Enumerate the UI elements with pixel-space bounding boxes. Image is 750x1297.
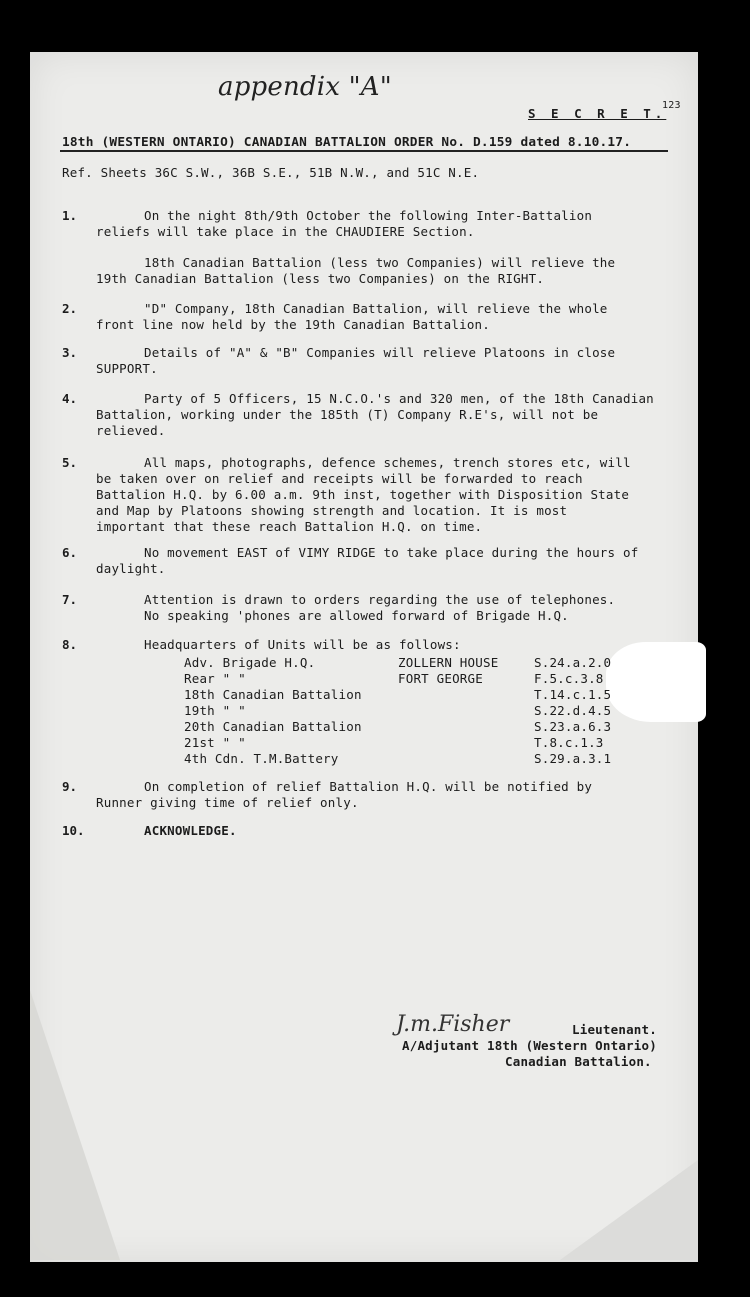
para-line: important that these reach Battalion H.Q. on time. <box>96 519 483 534</box>
hq-unit: Rear " " <box>184 671 246 686</box>
order-title: 18th (WESTERN ONTARIO) CANADIAN BATTALION ORDER No. D.159 dated 8.10.17. <box>62 135 632 150</box>
para-line: On the night 8th/9th October the following Inter-Battalion <box>144 208 593 223</box>
hq-unit: 20th Canadian Battalion <box>184 719 362 734</box>
para-line: All maps, photographs, defence schemes, trench stores etc, will <box>144 455 631 470</box>
hq-ref: F.5.c.3.8 <box>534 671 604 686</box>
para-line: Details of "A" & "B" Companies will relieve Platoons in close <box>144 345 616 360</box>
para-number: 2. <box>62 301 78 316</box>
para-number: 5. <box>62 455 78 470</box>
hq-ref: S.24.a.2.0 <box>534 655 612 670</box>
para-number: 4. <box>62 391 78 406</box>
classification-label: S E C R E T. <box>528 106 667 121</box>
para-line: On completion of relief Battalion H.Q. will be notified by <box>144 779 593 794</box>
para-line: Battalion, working under the 185th (T) Company R.E's, will not be <box>96 407 599 422</box>
para-line: and Map by Platoons showing strength and location. It is most <box>96 503 568 518</box>
para-line: No movement EAST of VIMY RIDGE to take place during the hours of <box>144 545 639 560</box>
para-number: 10. <box>62 823 85 838</box>
para-line: Attention is drawn to orders regarding the use of telephones. <box>144 592 616 607</box>
torn-edge <box>606 642 706 722</box>
para-number: 1. <box>62 208 78 223</box>
folded-corner-left <box>30 990 120 1260</box>
hq-unit: 21st " " <box>184 735 246 750</box>
hq-unit: 19th " " <box>184 703 246 718</box>
para-number: 7. <box>62 592 78 607</box>
acknowledge-text: ACKNOWLEDGE. <box>144 823 237 838</box>
para-line: relieved. <box>96 423 166 438</box>
hq-ref: T.8.c.1.3 <box>534 735 604 750</box>
hq-ref: S.29.a.3.1 <box>534 751 612 766</box>
hq-unit: 18th Canadian Battalion <box>184 687 362 702</box>
para-line: Runner giving time of relief only. <box>96 795 359 810</box>
para-number: 9. <box>62 779 78 794</box>
hq-place: ZOLLERN HOUSE <box>398 655 499 670</box>
para-line: SUPPORT. <box>96 361 158 376</box>
para-line: 19th Canadian Battalion (less two Companies) on the RIGHT. <box>96 271 545 286</box>
hq-ref: S.23.a.6.3 <box>534 719 612 734</box>
hq-ref: T.14.c.1.5 <box>534 687 612 702</box>
hq-unit: 4th Cdn. T.M.Battery <box>184 751 339 766</box>
para-line: reliefs will take place in the CHAUDIERE Section. <box>96 224 475 239</box>
para-line: "D" Company, 18th Canadian Battalion, will relieve the whole <box>144 301 608 316</box>
para-line: daylight. <box>96 561 166 576</box>
para-line: Party of 5 Officers, 15 N.C.O.'s and 320 men, of the 18th Canadian <box>144 391 654 406</box>
para-line: Battalion H.Q. by 6.00 a.m. 9th inst, together with Disposition State <box>96 487 630 502</box>
para-number: 6. <box>62 545 78 560</box>
para-line: No speaking 'phones are allowed forward of Brigade H.Q. <box>144 608 569 623</box>
para-number: 3. <box>62 345 78 360</box>
hq-unit: Adv. Brigade H.Q. <box>184 655 316 670</box>
para-line: front line now held by the 19th Canadian Battalion. <box>96 317 491 332</box>
folded-corner-right <box>560 1160 698 1260</box>
hq-ref: S.22.d.4.5 <box>534 703 612 718</box>
handwritten-annotation: appendix "A" <box>218 72 392 102</box>
para-line: Headquarters of Units will be as follows: <box>144 637 461 652</box>
hq-place: FORT GEORGE <box>398 671 483 686</box>
signature-appointment: A/Adjutant 18th (Western Ontario) <box>402 1038 657 1053</box>
para-line: 18th Canadian Battalion (less two Companies) will relieve the <box>144 255 616 270</box>
signature-rank: Lieutenant. <box>572 1022 657 1037</box>
handwritten-signature: J.m.Fisher <box>396 1012 510 1037</box>
signature-unit: Canadian Battalion. <box>505 1054 652 1069</box>
map-reference: Ref. Sheets 36C S.W., 36B S.E., 51B N.W., and 51C N.E. <box>62 165 480 180</box>
title-underline <box>60 150 668 152</box>
para-number: 8. <box>62 637 78 652</box>
para-line: be taken over on relief and receipts will be forwarded to reach <box>96 471 583 486</box>
page-number: 123 <box>662 100 681 111</box>
